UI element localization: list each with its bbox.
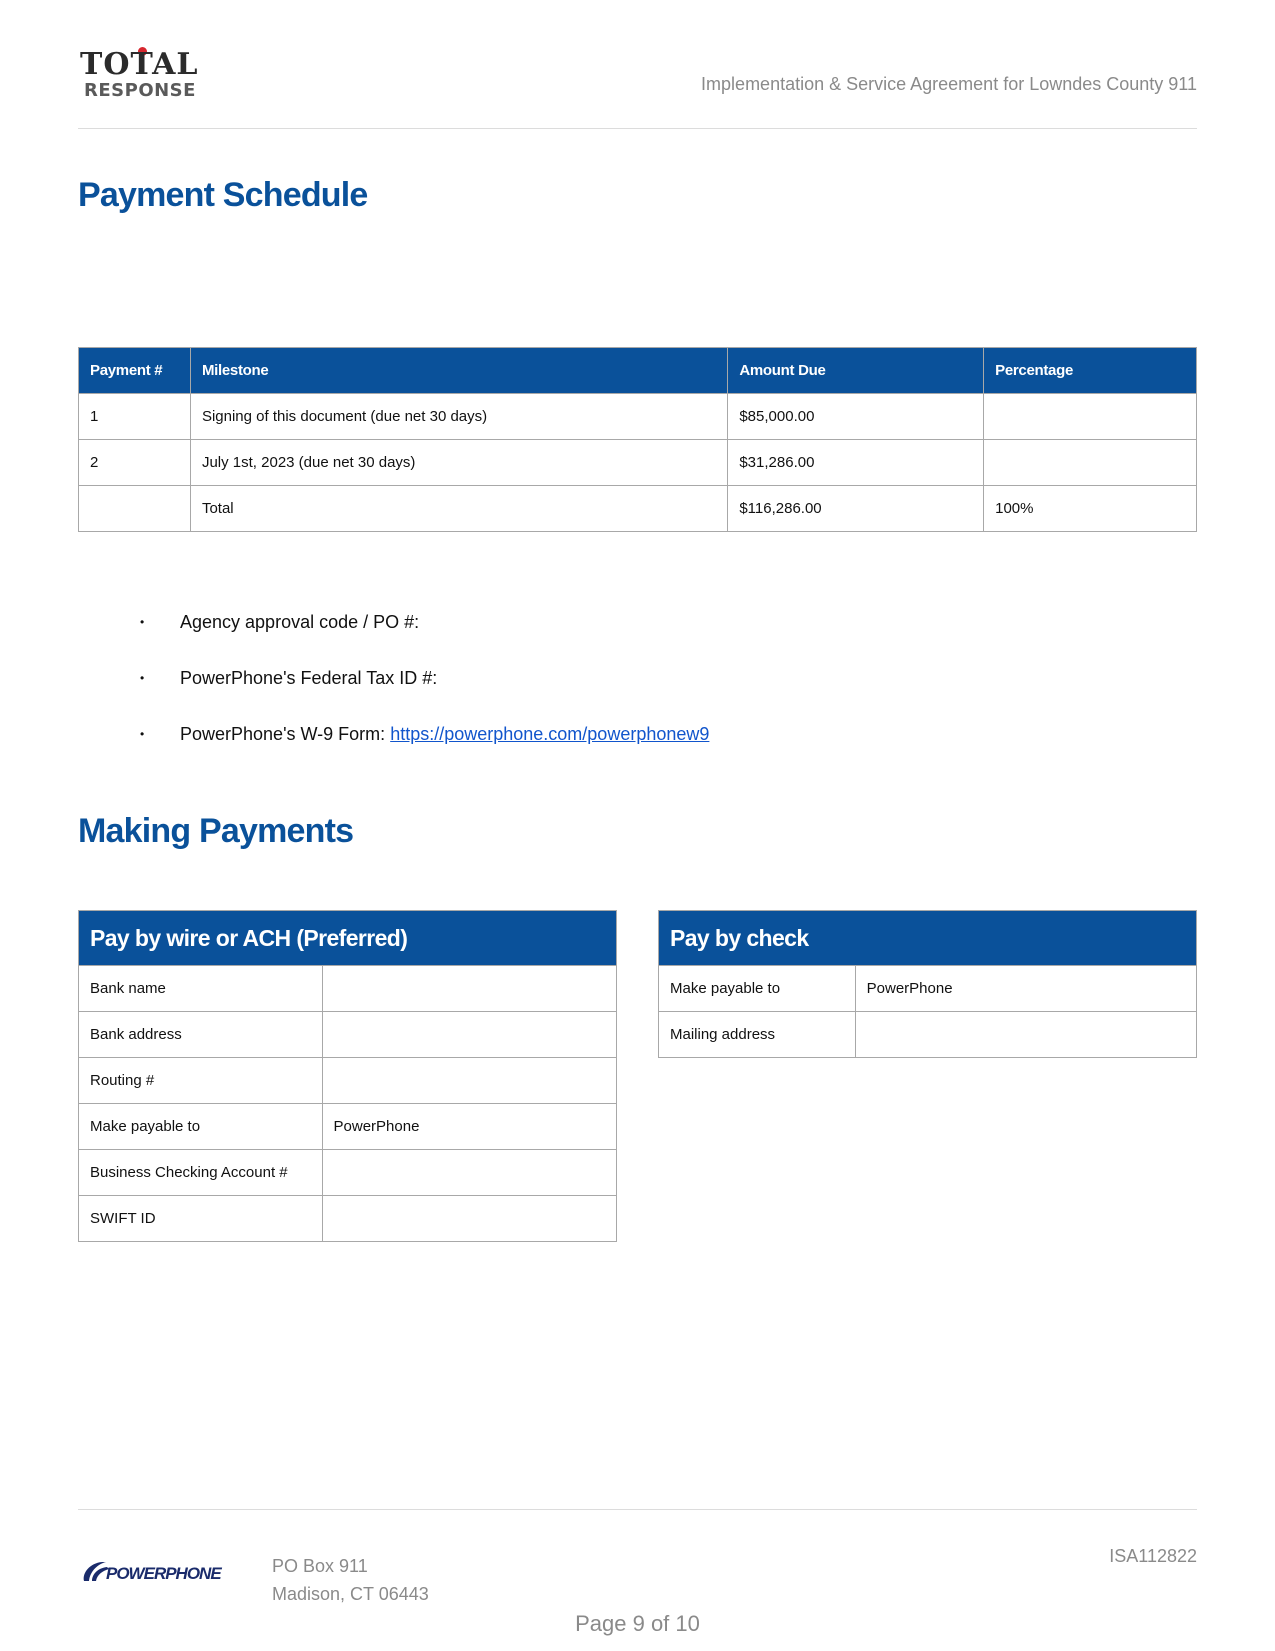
field-value: PowerPhone: [855, 966, 1196, 1012]
check-title: Pay by check: [659, 911, 1197, 966]
table-row: [79, 966, 617, 1012]
footer-divider: [78, 1509, 1197, 1510]
list-item-text: PowerPhone's Federal Tax ID #:: [180, 668, 438, 688]
percentage-cell: [984, 440, 1197, 486]
field-label: Bank address: [79, 1012, 323, 1058]
payment-info-list: [140, 604, 709, 772]
field-label: SWIFT ID: [79, 1196, 323, 1242]
list-item-text: PowerPhone's W-9 Form:: [180, 724, 391, 744]
percentage-cell: 100%: [984, 486, 1197, 532]
field-label: Routing #: [79, 1058, 323, 1104]
amount-due-cell: $116,286.00: [728, 486, 984, 532]
payment-schedule-table: [78, 347, 1197, 532]
table-header-row: [79, 348, 1197, 394]
table-row: [79, 394, 1197, 440]
list-item: [140, 660, 709, 716]
bullet-icon: •: [140, 671, 145, 685]
field-label: Make payable to: [79, 1104, 323, 1150]
column-header-milestone: Milestone: [190, 348, 727, 394]
logo-response-text: RESPONSE: [84, 80, 196, 101]
total-response-logo: [80, 48, 198, 106]
list-item: [140, 716, 709, 772]
payment-number-cell: 2: [79, 440, 191, 486]
amount-due-cell: $85,000.00: [728, 394, 984, 440]
field-value: [322, 1012, 616, 1058]
milestone-cell: Signing of this document (due net 30 days): [190, 394, 727, 440]
field-value: [322, 1058, 616, 1104]
amount-due-cell: $31,286.00: [728, 440, 984, 486]
w9-form-link[interactable]: https://powerphone.com/powerphonew9: [390, 724, 710, 744]
table-row: [79, 1196, 617, 1242]
field-value: PowerPhone: [322, 1104, 616, 1150]
address-line-2: Madison, CT 06443: [272, 1584, 429, 1604]
field-value: [855, 1012, 1196, 1058]
making-payments-heading: Making Payments: [78, 812, 354, 850]
list-item: [140, 604, 709, 660]
table-header-row: [79, 911, 617, 966]
field-value: [322, 1150, 616, 1196]
payment-number-cell: 1: [79, 394, 191, 440]
table-row: [79, 1058, 617, 1104]
column-header-payment: Payment #: [79, 348, 191, 394]
payment-number-cell: [79, 486, 191, 532]
powerphone-wordmark: POWERPHONE: [106, 1564, 221, 1583]
wire-ach-title: Pay by wire or ACH (Preferred): [79, 911, 617, 966]
table-row: [659, 966, 1197, 1012]
powerphone-logo: [80, 1555, 225, 1589]
table-row: [79, 440, 1197, 486]
table-header-row: [659, 911, 1197, 966]
milestone-cell: July 1st, 2023 (due net 30 days): [190, 440, 727, 486]
page-number: Page 9 of 10: [575, 1611, 700, 1636]
column-header-amount-due: Amount Due: [728, 348, 984, 394]
list-item-text: Agency approval code / PO #:: [180, 612, 420, 632]
field-value: [322, 966, 616, 1012]
bullet-icon: •: [140, 615, 145, 629]
milestone-cell: Total: [190, 486, 727, 532]
table-row: [79, 1150, 617, 1196]
address-line-1: PO Box 911: [272, 1556, 368, 1576]
payment-schedule-heading: Payment Schedule: [78, 176, 368, 214]
wire-ach-table: [78, 910, 617, 1242]
percentage-cell: [984, 394, 1197, 440]
document-code: ISA112822: [1109, 1546, 1197, 1566]
field-label: Mailing address: [659, 1012, 856, 1058]
footer-address: [272, 1552, 429, 1608]
table-row: [659, 1012, 1197, 1058]
bullet-icon: •: [140, 727, 145, 741]
field-value: [322, 1196, 616, 1242]
table-row-total: [79, 486, 1197, 532]
table-row: [79, 1104, 617, 1150]
table-row: [79, 1012, 617, 1058]
field-label: Make payable to: [659, 966, 856, 1012]
field-label: Bank name: [79, 966, 323, 1012]
column-header-percentage: Percentage: [984, 348, 1197, 394]
check-table: [658, 910, 1197, 1058]
field-label: Business Checking Account #: [79, 1150, 323, 1196]
logo-total-text: TOTAL: [80, 47, 199, 82]
document-title: Implementation & Service Agreement for Lowndes County 911: [701, 74, 1197, 94]
header-divider: [78, 128, 1197, 129]
